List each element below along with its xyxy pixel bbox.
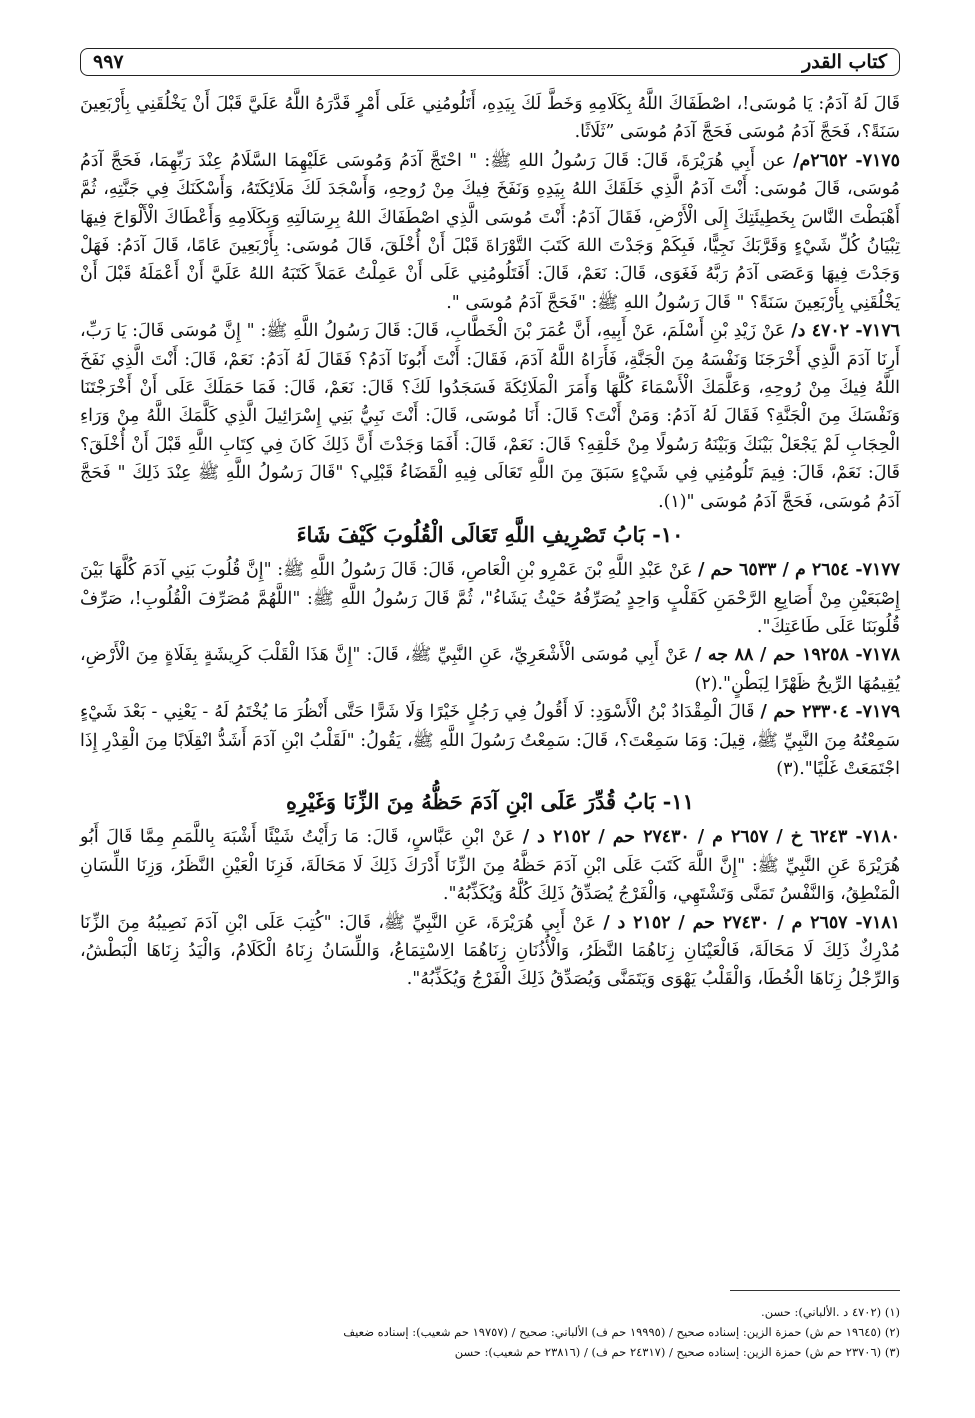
hadith-number: ٧١٧٦- ٤٧٠٢ د/ bbox=[791, 321, 901, 342]
page-number: ٩٩٧ bbox=[93, 51, 124, 73]
book-title: كتاب القدر bbox=[802, 51, 887, 73]
chapter-heading-11: ١١- بَابُ قُدِّرَ عَلَى ابْنِ آدَمَ حَظُّهُ مِنَ الزِّنَا وَغَيْرِهِ bbox=[286, 789, 694, 815]
footnote-3: (٣) (٢٣٧٠٦ حم ش) حمزة الزين: إسناده صحيح / (٢٤٣١٧ حم ف) / (٢٣٨١٦ حم شعيب): حسن bbox=[454, 1345, 900, 1359]
hadith-text: عَنْ أَبِي هُرَيْرَةَ، عَنِ النَّبِيِّ ﷺ، قَالَ: "كُتِبَ عَلَى ابْنِ آدَمَ نَصِيبُهُ مِنَ الزِّنَا مُدْرِكٌ ذَلِكَ لَا مَحَالَةَ، فَالْعَيْنَانِ زِنَاهُمَا النَّظَرُ، وَالْأُذُنَانِ زِنَاهُمَا الِاسْتِمَاعُ، وَاللِّسَانُ زِنَاهُ الْكَلَامُ، وَالْيَدُ زِنَاهَا الْبَطْشُ، وَالرِّجْلُ زِنَاهَا الْخُطَا، وَالْقَلْبُ يَهْوَى وَيَتَمَنَّى وَيُصَدِّقُ ذَلِكَ الْفَرْجُ وَيُكَذِّبُهُ". bbox=[80, 912, 900, 990]
page-body bbox=[80, 90, 900, 994]
hadith-7175 bbox=[80, 147, 900, 317]
hadith-text: قَالَ الْمِقْدَادُ بْنُ الْأَسْوَدِ: لَا أَقُولُ فِي رَجُلٍ خَيْرًا وَلَا شَرًّا حَتَّى أَنْظُرَ مَا يُخْتَمُ لَهُ - يَعْنِي - بَعْدَ شَيْءٍ سَمِعْتُهُ مِنَ النَّبِيِّ ﷺ، قِيلَ: وَمَا سَمِعْتَ؟، قَالَ: سَمِعْتُ رَسُولَ اللَّهِ ﷺ، يَقُولُ: "لَقَلْبُ ابْنِ آدَمَ أَشَدُّ انْقِلَابًا مِنَ الْقِدْرِ إِذَا اجْتَمَعَتْ غَلْيًا".(٣) bbox=[80, 702, 900, 779]
footnote-divider bbox=[730, 1290, 900, 1291]
hadith-7176 bbox=[80, 317, 900, 516]
hadith-number: ٧١٧٩- ٢٣٣٠٤ حم / bbox=[760, 702, 900, 723]
hadith-7181 bbox=[80, 909, 900, 994]
hadith-7177 bbox=[80, 556, 900, 641]
paragraph-text: قَالَ لَهُ آدَمُ: يَا مُوسَى!، اصْطَفَاكَ اللَّهُ بِكَلَامِهِ وَخَطَّ لَكَ بِيَدِهِ، أَتَلُومُنِي عَلَى أَمْرٍ قَدَّرَهُ اللَّهُ عَلَيَّ قَبْلَ أَنْ يَخْلُقَنِي بِأَرْبَعِينَ سَنَةً؟، فَحَجَّ آدَمُ مُوسَى فَحَجَّ آدَمُ مُوسَى ”ثَلَاثًا. bbox=[80, 94, 900, 143]
footnote-2: (٢) (١٩٦٤٥ حم ش) حمزة الزين: إسناده صحيح / (١٩٩٩٥ حم ف) الألباني: صحيح / (١٩٧٥٧ حم شعيب): إسناده ضعيف bbox=[343, 1325, 900, 1339]
hadith-number: ٧١٧٧- ٢٦٥٤ م / ٦٥٣٣ حم / bbox=[698, 560, 900, 581]
chapter-heading-10: ١٠- بَابُ تَصْرِيفِ اللَّهِ تَعَالَى الْقُلُوبَ كَيْفَ شَاءَ bbox=[296, 522, 684, 548]
hadith-text: عَنْ زَيْدِ بْنِ أَسْلَمَ، عَنْ أَبِيهِ، أَنَّ عُمَرَ بْنَ الْخَطَّابِ، قَالَ: قَالَ رَسُولُ اللَّهِ ﷺ: " إِنَّ مُوسَى قَالَ: يَا رَبِّ، أَرِنَا آدَمَ الَّذِي أَخْرَجَنَا وَنَفْسَهُ مِنَ الْجَنَّةِ، فَأَرَاهُ اللَّهُ آدَمَ، فَقَالَ: أَنْتَ أَبُونَا آدَمُ؟ فَقَالَ لَهُ آدَمُ: نَعَمْ، قَالَ: أَنْتَ الَّذِي نَفَخَ اللَّهُ فِيكَ مِنْ رُوحِهِ، وَعَلَّمَكَ الْأَسْمَاءَ كُلَّهَا وَأَمَرَ الْمَلَائِكَةَ فَسَجَدُوا لَكَ؟ قَالَ: نَعَمْ، قَالَ: فَمَا حَمَلَكَ عَلَى أَنْ أَخْرَجْتَنَا وَنَفْسَكَ مِنَ الْجَنَّةِ؟ فَقَالَ لَهُ آدَمُ: وَمَنْ أَنْتَ؟ قَالَ: أَنَا مُوسَى، قَالَ: أَنْتَ نَبِيُّ بَنِي إِسْرَائِيلَ الَّذِي كَلَّمَكَ اللَّهُ مِنْ وَرَاءِ الْحِجَابِ لَمْ يَجْعَلْ بَيْنَكَ وَبَيْنَهُ رَسُولًا مِنْ خَلْقِهِ؟ قَالَ: نَعَمْ، قَالَ: أَفَمَا وَجَدْتَ أَنَّ ذَلِكَ كَانَ فِي كِتَابِ اللَّهِ قَبْلَ أَنْ أُخْلَقَ؟ قَالَ: نَعَمْ، قَالَ: فِيمَ تَلُومُنِي فِي شَيْءٍ سَبَقَ مِنَ اللَّهِ تَعَالَى فِيهِ الْقَضَاءُ قَبْلِي؟ "قَالَ رَسُولُ اللَّهِ ﷺ عِنْدَ ذَلِكَ " فَحَجَّ آدَمُ مُوسَى، فَحَجَّ آدَمُ مُوسَى "(١). bbox=[80, 321, 900, 512]
hadith-text: عَنْ عَبْدِ اللَّهِ بْنَ عَمْرِو بْنِ الْعَاصِ، قَالَ: قَالَ رَسُولُ اللَّهِ ﷺ: "إِنَّ قُلُوبَ بَنِي آدَمَ كُلَّهَا بَيْنَ إِصْبَعَيْنِ مِنْ أَصَابِعِ الرَّحْمَنِ كَقَلْبٍ وَاحِدٍ يُصَرِّفُهُ حَيْثُ يَشَاءُ"، ثُمَّ قَالَ رَسُولُ اللَّهِ ﷺ: "اللَّهُمَّ مُصَرِّفَ الْقُلُوبِ!، صَرِّفْ قُلُوبَنَا عَلَى طَاعَتِكَ". bbox=[80, 560, 900, 637]
hadith-7179 bbox=[80, 698, 900, 783]
hadith-text: عن أَبِي هُرَيْرَةَ، قَالَ: قَالَ رَسُولُ اللهِ ﷺ: " احْتَجَّ آدَمُ وَمُوسَى عَلَيْهِمَا السَّلَامُ عِنْدَ رَبِّهِمَا، فَحَجَّ آدَمُ مُوسَى، قَالَ مُوسَى: أَنْتَ آدَمُ الَّذِي خَلَقَكَ اللهُ بِيَدِهِ وَنَفَخَ فِيكَ مِنْ رُوحِهِ، وَأَسْجَدَ لَكَ مَلَائِكَتَهُ، وَأَسْكَنَكَ فِي جَنَّتِهِ، ثُمَّ أَهْبَطْتَ النَّاسَ بِخَطِيئَتِكَ إِلَى الْأَرْضِ، فَقَالَ آدَمُ: أَنْتَ مُوسَى الَّذِي اصْطَفَاكَ اللهُ بِرِسَالَتِهِ وَبِكَلَامِهِ وَأَعْطَاكَ الْأَلْوَاحَ فِيهَا تِبْيَانُ كُلِّ شَيْءٍ وَقَرَّبَكَ نَجِيًّا، فَبِكَمْ وَجَدْتَ اللهَ كَتَبَ التَّوْرَاةَ قَبْلَ أَنْ أُخْلَقَ، قَالَ مُوسَى: بِأَرْبَعِينَ عَامًا، قَالَ آدَمُ: فَهَلْ وَجَدْتَ فِيهَا وَعَصَى آدَمُ رَبَّهُ فَغَوَى، قَالَ: نَعَمْ، قَالَ: أَفَتَلُومُنِي عَلَى أَنْ عَمِلْتُ عَمَلاً كَتَبَهُ اللهُ عَلَيَّ أَنْ أَعْمَلَهُ قَبْلَ أَنْ يَخْلُقَنِي بِأَرْبَعِينَ سَنَةً؟ " قَالَ رَسُولُ اللهِ ﷺ: "فَحَجَّ آدَمُ مُوسَى ". bbox=[80, 150, 900, 313]
hadith-7178 bbox=[80, 641, 900, 698]
hadith-number: ٧١٨١- ٢٦٥٧ م / ٢٧٤٣٠ حم / ٢١٥٢ د / bbox=[603, 912, 900, 933]
page-header bbox=[80, 48, 900, 76]
hadith-7180 bbox=[80, 823, 900, 908]
hadith-number: ٧١٨٠- ٦٢٤٣ خ / ٢٦٥٧ م / ٢٧٤٣٠ حم / ٢١٥٢ د / bbox=[522, 827, 900, 848]
hadith-number: ٧١٧٨- ١٩٢٥٨ حم / ٨٨ جه / bbox=[694, 645, 901, 666]
hadith-text: عَنْ أَبِي مُوسَى الْأَشْعَرِيِّ، عَنِ النَّبِيِّ ﷺ، قَالَ: "إِنَّ هَذَا الْقَلْبَ كَرِيشَةٍ بِفَلَاةٍ مِنَ الْأَرْضِ، يُقِيمُهَا الرِّيحُ ظَهْرًا لِبَطْنٍ".(٢) bbox=[80, 645, 900, 694]
footnote-1: (١) (٤٧٠٢ د .الألباني): حسن. bbox=[761, 1305, 900, 1319]
hadith-text: عَنْ ابْنِ عَبَّاسٍ، قَالَ: مَا رَأَيْتُ شَيْئًا أَشْبَهَ بِاللَّمَمِ مِمَّا قَالَ أَبُو هُرَيْرَةَ عَنِ النَّبِيِّ ﷺ: "إِنَّ اللَّهَ كَتَبَ عَلَى ابْنِ آدَمَ حَظَّهُ مِنَ الزِّنَا أَدْرَكَ ذَلِكَ لَا مَحَالَةَ، فَزِنَا الْعَيْنِ النَّظَرُ، وَزِنَا اللِّسَانِ الْمَنْطِقُ، وَالنَّفْسُ تَمَنَّى وَتَشْتَهِي، وَالْفَرْجُ يُصَدِّقُ ذَلِكَ كُلَّهُ وَيُكَذِّبُهُ". bbox=[80, 827, 900, 905]
continuation-paragraph bbox=[80, 90, 900, 147]
footnotes bbox=[80, 1302, 900, 1362]
hadith-number: ٧١٧٥- ٢٦٥٢م/ bbox=[793, 150, 900, 171]
